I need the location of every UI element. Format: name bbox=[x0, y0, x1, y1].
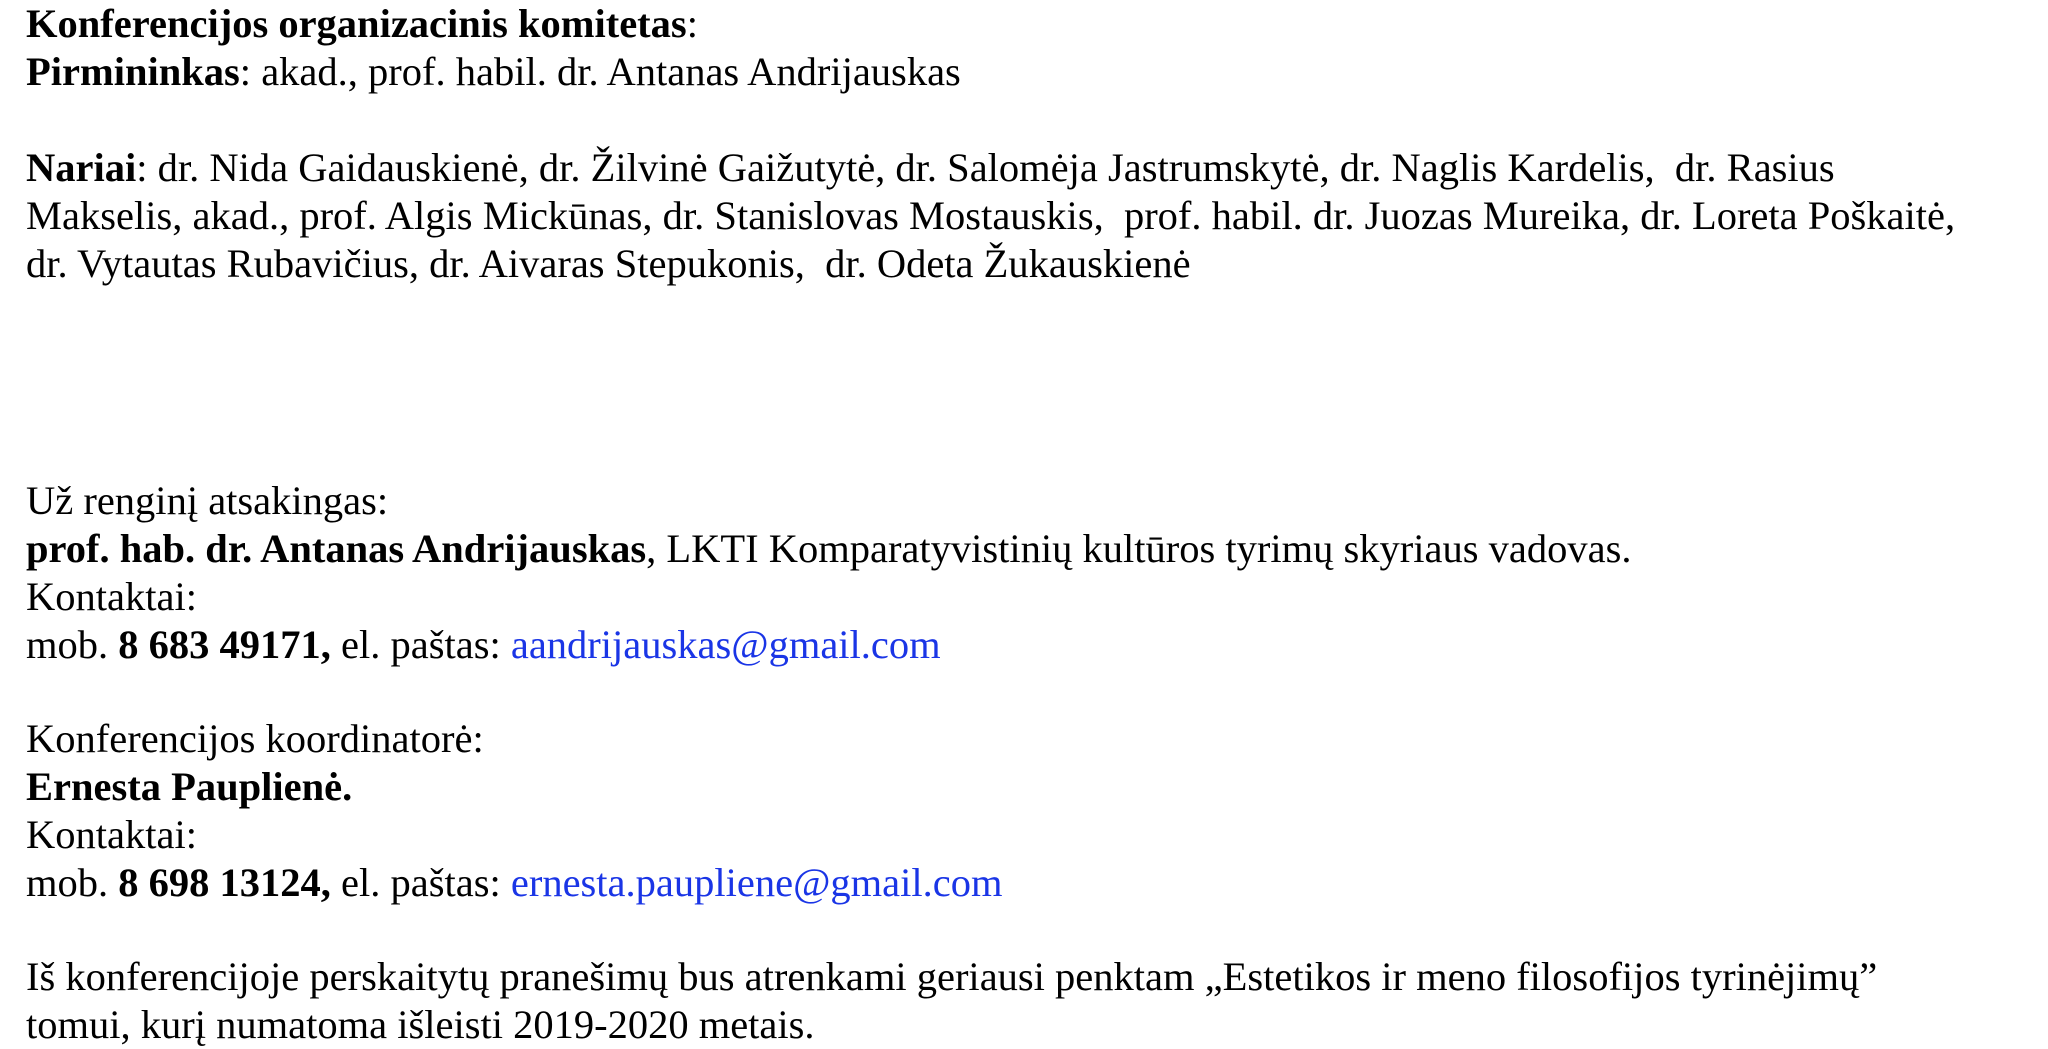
members-line-2 bbox=[26, 192, 2036, 240]
members-text-3: dr. Vytautas Rubavičius, dr. Aivaras Stepukonis, dr. Odeta Žukauskienė bbox=[26, 241, 1191, 286]
spacer bbox=[26, 669, 2036, 715]
members-text-1: dr. Nida Gaidauskienė, dr. Žilvinė Gaižutytė, dr. Salomėja Jastrumskytė, dr. Naglis Kardelis, dr. Rasius bbox=[157, 145, 1835, 190]
spacer bbox=[26, 907, 2036, 953]
responsible-mob-label: mob. bbox=[26, 622, 119, 667]
members-text-2: Makselis, akad., prof. Algis Mickūnas, dr. Stanislovas Mostauskis, prof. habil. dr. Juozas Mureika, dr. Loreta Poškaitė, bbox=[26, 193, 1956, 238]
spacer bbox=[26, 288, 2036, 477]
chair-text: akad., prof. habil. dr. Antanas Andrijauskas bbox=[261, 49, 961, 94]
responsible-name-line bbox=[26, 525, 2036, 573]
responsible-heading: Už renginį atsakingas: bbox=[26, 478, 389, 523]
responsible-name: prof. hab. dr. Antanas Andrijauskas bbox=[26, 526, 647, 571]
chair-line bbox=[26, 48, 2036, 96]
coordinator-mob-label: mob. bbox=[26, 860, 119, 905]
members-line-3 bbox=[26, 240, 2036, 288]
coordinator-name-line bbox=[26, 763, 2036, 811]
members-label: Nariai bbox=[26, 145, 137, 190]
coordinator-contact-line bbox=[26, 859, 2036, 907]
closing-line-1: Iš konferencijoje perskaitytų pranešimų bus atrenkami geriausi penktam „Estetikos ir meno filosofijos tyrinėjimų” bbox=[26, 954, 1878, 999]
responsible-mob-number: 8 683 49171, bbox=[118, 622, 331, 667]
coordinator-heading: Konferencijos koordinatorė: bbox=[26, 716, 484, 761]
document-page bbox=[26, 0, 2036, 1049]
coordinator-mob-number: 8 698 13124, bbox=[118, 860, 331, 905]
coordinator-email-label: el. paštas: bbox=[330, 860, 511, 905]
responsible-contacts-label: Kontaktai: bbox=[26, 574, 197, 619]
members-line-1 bbox=[26, 144, 2036, 192]
responsible-email-label: el. paštas: bbox=[330, 622, 511, 667]
responsible-contact-line bbox=[26, 621, 2036, 669]
responsible-email-link[interactable]: aandrijauskas@gmail.com bbox=[510, 622, 941, 667]
committee-heading: Konferencijos organizacinis komitetas bbox=[26, 1, 687, 46]
committee-heading-line bbox=[26, 0, 2036, 48]
coordinator-name: Ernesta Pauplienė. bbox=[26, 764, 353, 809]
committee-heading-colon: : bbox=[686, 1, 698, 46]
members-separator: : bbox=[136, 145, 158, 190]
spacer bbox=[26, 96, 2036, 144]
closing-line-2: tomui, kurį numatoma išleisti 2019-2020 metais. bbox=[26, 1002, 815, 1047]
responsible-role: , LKTI Komparatyvistinių kultūros tyrimų skyriaus vadovas. bbox=[646, 526, 1632, 571]
coordinator-email-link[interactable]: ernesta.paupliene@gmail.com bbox=[510, 860, 1003, 905]
chair-label: Pirmininkas bbox=[26, 49, 240, 94]
chair-separator: : bbox=[239, 49, 262, 94]
coordinator-contacts-label: Kontaktai: bbox=[26, 812, 197, 857]
